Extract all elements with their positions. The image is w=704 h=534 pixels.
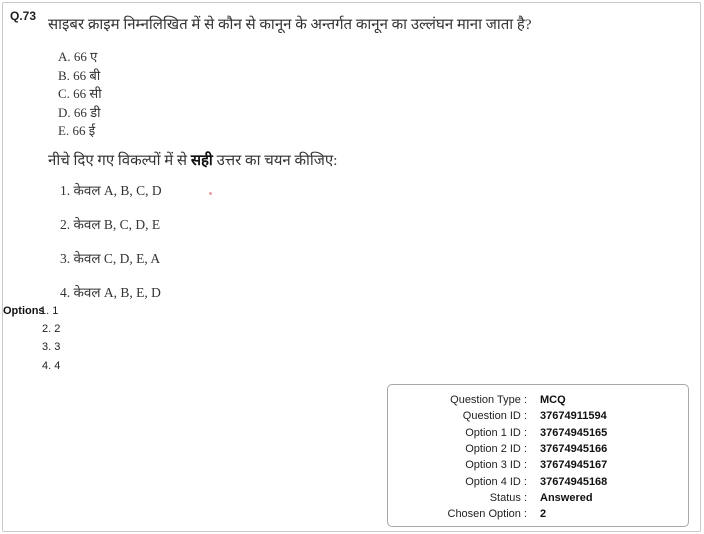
question-info-box xyxy=(387,384,689,527)
answer-choice: 1. केवल A, B, C, D xyxy=(60,183,162,198)
info-row-option-2-id xyxy=(388,442,688,458)
options-list xyxy=(42,305,60,378)
instruction-prefix: नीचे दिए गए विकल्पों में से xyxy=(48,153,191,169)
statement-list xyxy=(58,48,102,141)
info-row-status xyxy=(388,491,688,507)
statement-item: E. 66 ई xyxy=(58,123,96,138)
info-key: Question Type : xyxy=(450,394,527,406)
info-row-option-1-id xyxy=(388,426,688,442)
info-key: Option 1 ID : xyxy=(465,426,527,439)
instruction-emphasis: सही xyxy=(190,153,213,169)
statement-item: D. 66 डी xyxy=(58,104,101,120)
info-value: 2 xyxy=(540,508,547,521)
statement-item: C. 66 सी xyxy=(58,86,102,101)
info-key: Option 3 ID : xyxy=(465,459,527,472)
statement-item: B. 66 बी xyxy=(58,67,101,83)
question-text: साइबर क्राइम निम्नलिखित में से कौन से कानून के अन्तर्गत कानून का उल्लंघन माना जाता है? xyxy=(48,17,532,33)
info-value: 37674911594 xyxy=(540,410,607,423)
info-key: Question ID : xyxy=(462,410,527,423)
info-row-option-4-id xyxy=(388,475,688,491)
info-row-chosen-option xyxy=(388,507,688,523)
answer-choice: 2. केवल B, C, D, E xyxy=(60,217,161,232)
stray-mark-dot xyxy=(209,192,212,195)
answer-choice: 3. केवल C, D, E, A xyxy=(60,251,161,266)
info-key: Status : xyxy=(489,491,527,504)
options-label: Options xyxy=(3,305,45,317)
answer-choice: 4. केवल A, B, E, D xyxy=(60,285,161,300)
question-number: Q.73 xyxy=(10,9,37,23)
option-item: 3. 3 xyxy=(42,341,61,354)
info-value: 37674945168 xyxy=(540,475,608,488)
answer-choice-list xyxy=(60,182,162,318)
option-item: 4. 4 xyxy=(42,359,61,372)
statement-item: A. 66 ए xyxy=(58,49,98,64)
info-row-question-type xyxy=(388,393,688,409)
info-key: Option 2 ID : xyxy=(465,442,527,455)
instruction-suffix: उत्तर का चयन कीजिए: xyxy=(212,153,338,169)
instruction-text xyxy=(48,150,337,170)
info-value: Answered xyxy=(540,491,593,504)
info-key: Option 4 ID : xyxy=(465,475,527,488)
info-row-question-id xyxy=(388,409,688,425)
info-key: Chosen Option : xyxy=(447,508,527,521)
info-value: 37674945167 xyxy=(540,459,608,472)
info-value: 37674945166 xyxy=(540,442,608,455)
info-row-option-3-id xyxy=(388,458,688,474)
info-value: MCQ xyxy=(540,394,566,406)
info-value: 37674945165 xyxy=(540,426,608,439)
option-item: 2. 2 xyxy=(42,323,61,336)
option-item: 1. 1 xyxy=(40,305,59,317)
